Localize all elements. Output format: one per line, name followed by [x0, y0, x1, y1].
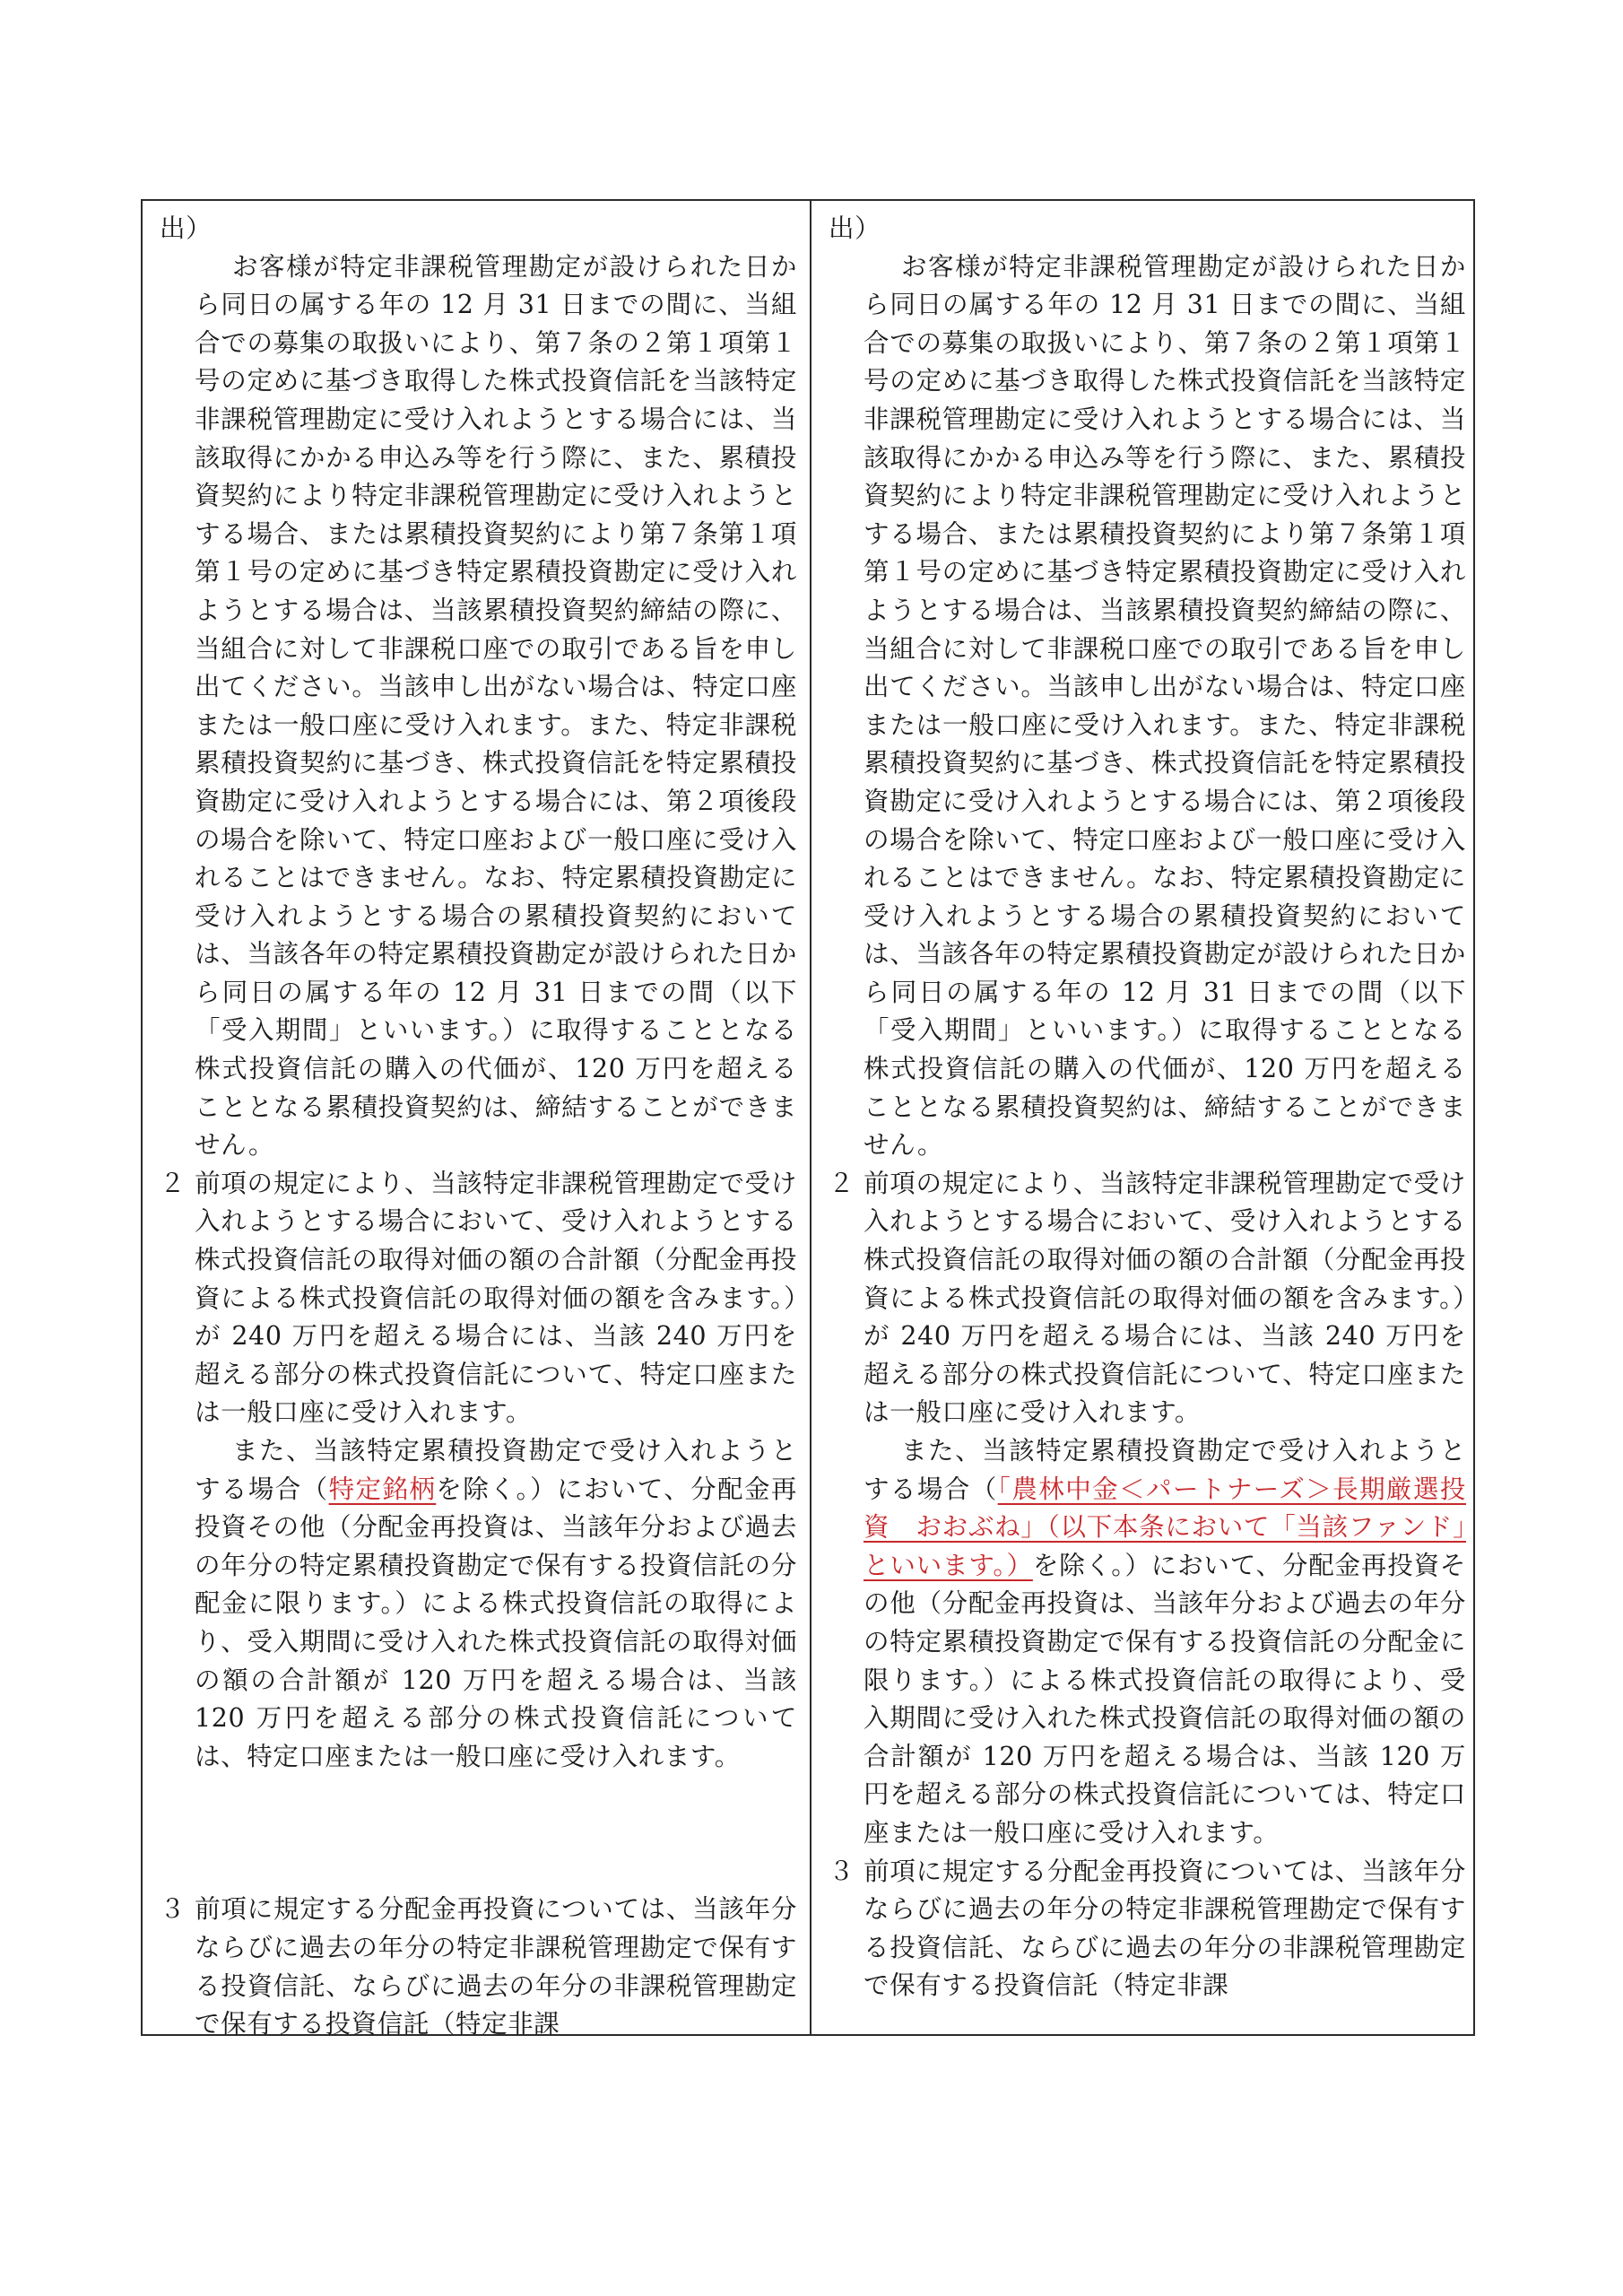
right-paragraph-3-after: を除く。）において、分配金再投資その他（分配金再投資は、当該年分および過去の年分の特定累積投資勘定で保有する投資信託の分配金に限ります。）による株式投資信託の取得により、受入期間に受け入れた株式投資信託の取得対価の額の合計額が 120 万円を超える場合は、当該 120 万円を超える部分の株式投資信託については、特定口座または一般口座に受け入れます。	[864, 1550, 1467, 1848]
right-item-3-text: 前項に規定する分配金再投資については、当該年分ならびに過去の年分の特定非課税管理勘定で保有する投資信託、ならびに過去の年分の非課税管理勘定で保有する投資信託（特定非課	[864, 1856, 1466, 2001]
left-item-2	[160, 1165, 797, 1432]
right-item-3-number: ３	[829, 1856, 855, 1886]
right-item-3	[829, 1853, 1466, 2005]
right-column-new-text	[812, 201, 1479, 2034]
right-paragraph-3	[829, 1432, 1466, 1853]
left-paragraph-3-before: また、当該特定累積投資勘定で受け入れようとする場合（	[195, 1436, 797, 1504]
right-item-2-number: ２	[829, 1168, 855, 1198]
left-heading-fragment: 出）	[160, 213, 213, 243]
right-item-2-text: 前項の規定により、当該特定非課税管理勘定で受け入れようとする場合において、受け入れようとする株式投資信託の取得対価の額の合計額（分配金再投資による株式投資信託の取得対価の額を含みます。）が 240 万円を超える場合には、当該 240 万円を超える部分の株式投資信託について、特定口座または一般口座に受け入れます。	[864, 1168, 1466, 1428]
left-spacer	[160, 1776, 797, 1891]
right-item-2	[829, 1165, 1466, 1432]
left-item-3-number: ３	[160, 1894, 187, 1925]
right-paragraph-1: お客様が特定非課税管理勘定が設けられた日から同日の属する年の 12 月 31 日までの間に、当組合での募集の取扱いにより、第７条の２第１項第１号の定めに基づき取得した株式投資信託を当該特定非課税管理勘定に受け入れようとする場合には、当該取得にかかる申込み等を行う際に、また、累積投資契約により特定非課税管理勘定に受け入れようとする場合、または累積投資契約により第７条第１項第１号の定めに基づき特定累積投資勘定に受け入れようとする場合は、当該累積投資契約締結の際に、当組合に対して非課税口座での取引である旨を申し出てください。当該申し出がない場合は、特定口座または一般口座に受け入れます。また、特定非課税累積投資契約に基づき、株式投資信託を特定累積投資勘定に受け入れようとする場合には、第２項後段の場合を除いて、特定口座および一般口座に受け入れることはできません。なお、特定累積投資勘定に受け入れようとする場合の累積投資契約においては、当該各年の特定累積投資勘定が設けられた日から同日の属する年の 12 月 31 日までの間（以下「受入期間」といいます。）に取得することとなる株式投資信託の購入の代価が、120 万円を超えることとなる累積投資契約は、締結することができません。	[864, 251, 1467, 1161]
left-paragraph-3	[160, 1432, 797, 1776]
left-item-3	[160, 1891, 797, 2043]
left-column-old-text	[143, 201, 810, 2039]
comparison-table	[141, 199, 1475, 2039]
left-paragraph-3-after: を除く。）において、分配金再投資その他（分配金再投資は、当該年分および過去の年分の特定累積投資勘定で保有する投資信託の分配金に限ります。）による株式投資信託の取得により、受入期間に受け入れた株式投資信託の取得対価の額の合計額が 120 万円を超える場合は、当該 120 万円を超える部分の株式投資信託については、特定口座または一般口座に受け入れます。	[195, 1474, 797, 1771]
right-paragraph-3-before: また、当該特定累積投資勘定で受け入れようとする場合（	[864, 1436, 1466, 1504]
left-paragraph-1: お客様が特定非課税管理勘定が設けられた日から同日の属する年の 12 月 31 日までの間に、当組合での募集の取扱いにより、第７条の２第１項第１号の定めに基づき取得した株式投資信託を当該特定非課税管理勘定に受け入れようとする場合には、当該取得にかかる申込み等を行う際に、また、累積投資契約により特定非課税管理勘定に受け入れようとする場合、または累積投資契約により第７条第１項第１号の定めに基づき特定累積投資勘定に受け入れようとする場合は、当該累積投資契約締結の際に、当組合に対して非課税口座での取引である旨を申し出てください。当該申し出がない場合は、特定口座または一般口座に受け入れます。また、特定非課税累積投資契約に基づき、株式投資信託を特定累積投資勘定に受け入れようとする場合には、第２項後段の場合を除いて、特定口座および一般口座に受け入れることはできません。なお、特定累積投資勘定に受け入れようとする場合の累積投資契約においては、当該各年の特定累積投資勘定が設けられた日から同日の属する年の 12 月 31 日までの間（以下「受入期間」といいます。）に取得することとなる株式投資信託の購入の代価が、120 万円を超えることとなる累積投資契約は、締結することができません。	[195, 251, 798, 1161]
left-changed-text: 特定銘柄	[328, 1474, 437, 1504]
left-item-2-number: ２	[160, 1168, 187, 1198]
left-item-3-text: 前項に規定する分配金再投資については、当該年分ならびに過去の年分の特定非課税管理勘定で保有する投資信託、ならびに過去の年分の非課税管理勘定で保有する投資信託（特定非課	[195, 1894, 797, 2039]
right-changed-text: 「農林中金＜パートナーズ＞長期厳選投資 おおぶね」（以下本条において「当該ファンド」といいます。）	[864, 1474, 1466, 1580]
right-heading-fragment: 出）	[829, 213, 881, 243]
left-item-2-text: 前項の規定により、当該特定非課税管理勘定で受け入れようとする場合において、受け入れようとする株式投資信託の取得対価の額の合計額（分配金再投資による株式投資信託の取得対価の額を含みます。）が 240 万円を超える場合には、当該 240 万円を超える部分の株式投資信託について、特定口座または一般口座に受け入れます。	[195, 1168, 797, 1428]
